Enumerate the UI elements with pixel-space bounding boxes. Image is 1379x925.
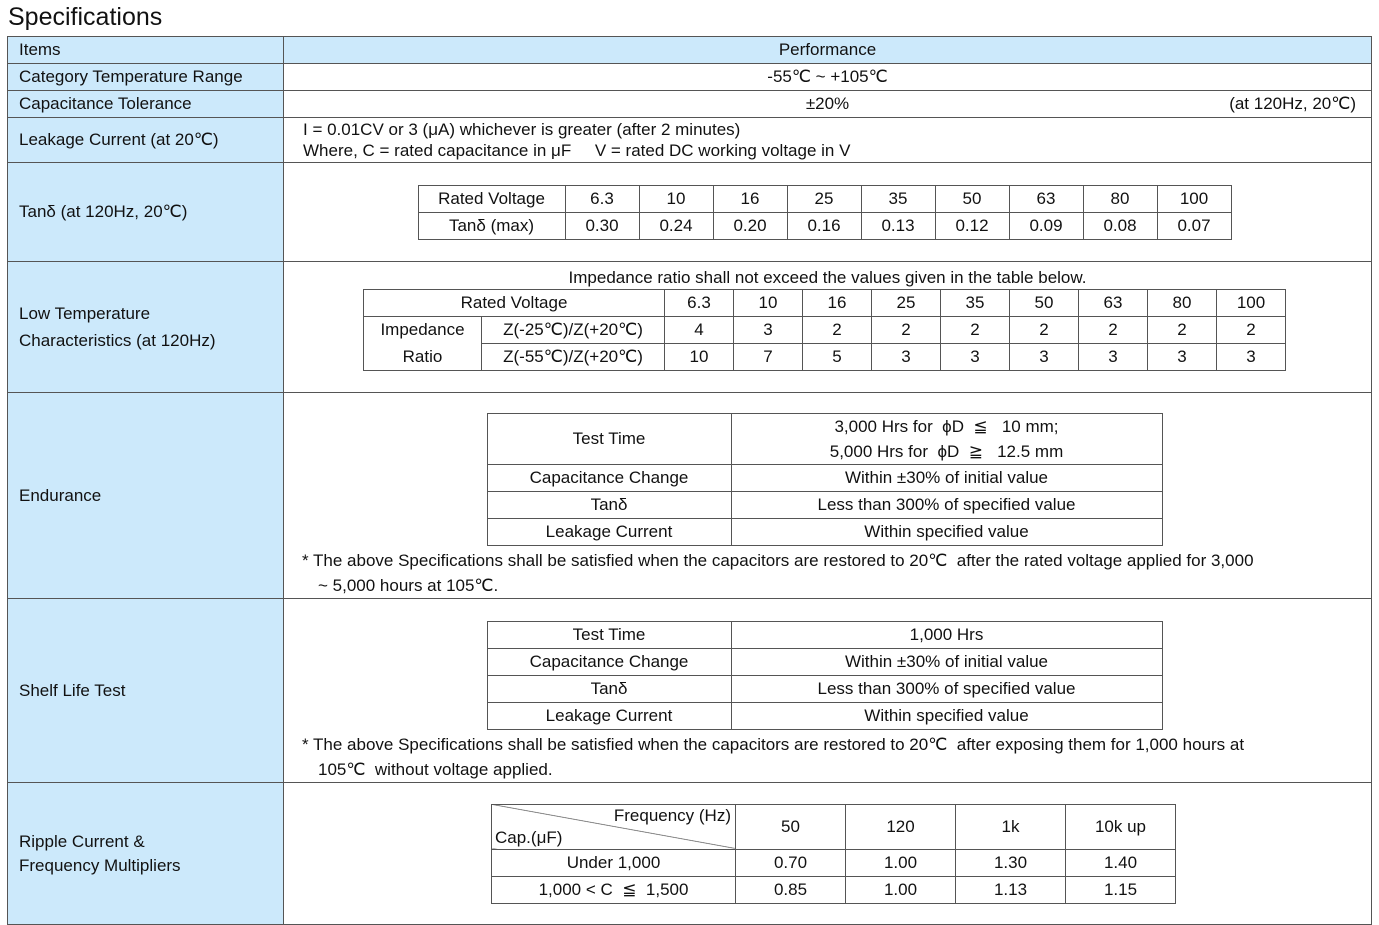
cap-tolerance-label: Capacitance Tolerance	[8, 91, 284, 118]
tan-value: 0.07	[1157, 212, 1231, 239]
low-temp-voltage: 16	[803, 290, 872, 317]
low-temp-voltage: 6.3	[665, 290, 734, 317]
low-temp-table	[363, 289, 1286, 371]
cap-tolerance-note: (at 120Hz, 20℃)	[1229, 94, 1356, 113]
endurance-test-time-value	[731, 414, 1162, 465]
tan-voltage: 10	[639, 185, 713, 212]
endurance-label: Endurance	[8, 393, 284, 599]
shelf-test-time-value: 1,000 Hrs	[731, 622, 1162, 649]
z-55-value: 3	[1010, 344, 1079, 371]
temp-range-value: -55℃ ~ +105℃	[284, 64, 1372, 91]
tan-value: 0.12	[935, 212, 1009, 239]
endurance-tan-label: Tanδ	[487, 492, 731, 519]
endurance-tan-value: Less than 300% of specified value	[731, 492, 1162, 519]
low-temp-voltage: 63	[1079, 290, 1148, 317]
shelf-leak-value: Within specified value	[731, 703, 1162, 730]
leakage-line-1: I = 0.01CV or 3 (μA) whichever is greater (after 2 minutes)	[303, 120, 741, 139]
shelf-note-line-2: 105℃ without voltage applied.	[318, 760, 553, 779]
tan-voltage: 80	[1083, 185, 1157, 212]
freq-header: 10k up	[1066, 804, 1176, 849]
ripple-row-1-value: 0.70	[736, 849, 846, 876]
shelf-tan-value: Less than 300% of specified value	[731, 676, 1162, 703]
low-temp-label-line-2: Characteristics (at 120Hz)	[19, 330, 216, 350]
z-25-value: 2	[941, 317, 1010, 344]
shelf-life-table	[487, 621, 1163, 730]
shelf-leak-label: Leakage Current	[487, 703, 731, 730]
ripple-cell	[284, 783, 1372, 925]
z-55-value: 7	[734, 344, 803, 371]
freq-header: 120	[846, 804, 956, 849]
low-temp-voltage-label: Rated Voltage	[364, 290, 665, 317]
tan-voltage: 6.3	[565, 185, 639, 212]
shelf-test-time-label: Test Time	[487, 622, 731, 649]
tan-value: 0.16	[787, 212, 861, 239]
tan-max-label: Tanδ (max)	[418, 212, 565, 239]
z-55-value: 3	[1079, 344, 1148, 371]
tan-value: 0.08	[1083, 212, 1157, 239]
endurance-leak-value: Within specified value	[731, 519, 1162, 546]
tan-voltage: 35	[861, 185, 935, 212]
endurance-cap-change-value: Within ±30% of initial value	[731, 465, 1162, 492]
ripple-label	[8, 783, 284, 925]
z-25-value: 3	[734, 317, 803, 344]
ripple-row-2-value: 0.85	[736, 876, 846, 903]
tan-voltage: 25	[787, 185, 861, 212]
endurance-note-line-2: ~ 5,000 hours at 105℃.	[318, 576, 499, 595]
shelf-note-line-1: * The above Specifications shall be satisfied when the capacitors are restored to 20℃ after exposing them for 1,000 hours at	[302, 735, 1245, 754]
ripple-row-2-label: 1,000 < C ≦ 1,500	[492, 876, 736, 903]
low-temp-cell	[284, 262, 1372, 393]
tan-label: Tanδ (at 120Hz, 20℃)	[8, 163, 284, 262]
z-55-value: 5	[803, 344, 872, 371]
ripple-row-2-value: 1.13	[956, 876, 1066, 903]
tan-value: 0.13	[861, 212, 935, 239]
shelf-tan-label: Tanδ	[487, 676, 731, 703]
cap-tolerance-cell	[284, 91, 1372, 118]
leakage-cell	[284, 118, 1372, 163]
header-performance: Performance	[284, 37, 1372, 64]
tan-value: 0.30	[565, 212, 639, 239]
ripple-row-1-label: Under 1,000	[492, 849, 736, 876]
impedance-label: Impedance	[364, 317, 482, 344]
endurance-note	[302, 548, 1371, 598]
z-25-label: Z(-25℃)/Z(+20℃)	[482, 317, 665, 344]
z-55-value: 3	[872, 344, 941, 371]
tan-table	[418, 185, 1232, 240]
header-items: Items	[8, 37, 284, 64]
z-25-value: 2	[1010, 317, 1079, 344]
shelf-note	[302, 732, 1371, 782]
z-25-value: 4	[665, 317, 734, 344]
leakage-line-2: Where, C = rated capacitance in μF V = rated DC working voltage in V	[303, 141, 851, 160]
tan-voltage: 100	[1157, 185, 1231, 212]
ripple-label-line-2: Frequency Multipliers	[19, 855, 181, 875]
leakage-label: Leakage Current (at 20℃)	[8, 118, 284, 163]
endurance-cap-change-label: Capacitance Change	[487, 465, 731, 492]
z-25-value: 2	[1217, 317, 1286, 344]
z-25-value: 2	[1079, 317, 1148, 344]
low-temp-voltage: 10	[734, 290, 803, 317]
shelf-life-cell	[284, 599, 1372, 783]
tan-cell	[284, 163, 1372, 262]
specifications-table	[7, 36, 1372, 925]
ripple-label-line-1: Ripple Current &	[19, 831, 145, 851]
z-25-value: 2	[1148, 317, 1217, 344]
tan-value: 0.24	[639, 212, 713, 239]
ripple-row-1-value: 1.30	[956, 849, 1066, 876]
endurance-cell	[284, 393, 1372, 599]
z-55-value: 3	[1148, 344, 1217, 371]
tan-voltage-label: Rated Voltage	[418, 185, 565, 212]
ripple-row-2-value: 1.00	[846, 876, 956, 903]
ripple-table	[491, 804, 1176, 904]
temp-range-label: Category Temperature Range	[8, 64, 284, 91]
frequency-label: Frequency (Hz)	[613, 805, 731, 825]
low-temp-intro: Impedance ratio shall not exceed the values given in the table below.	[568, 268, 1087, 287]
low-temp-voltage: 50	[1010, 290, 1079, 317]
endurance-leak-label: Leakage Current	[487, 519, 731, 546]
ripple-header-diagonal	[492, 804, 736, 849]
z-25-value: 2	[803, 317, 872, 344]
low-temp-label	[8, 262, 284, 393]
shelf-cap-change-label: Capacitance Change	[487, 649, 731, 676]
low-temp-label-line-1: Low Temperature	[19, 303, 151, 323]
low-temp-voltage: 35	[941, 290, 1010, 317]
low-temp-voltage: 100	[1217, 290, 1286, 317]
tan-value: 0.20	[713, 212, 787, 239]
low-temp-voltage: 80	[1148, 290, 1217, 317]
ripple-row-1-value: 1.00	[846, 849, 956, 876]
endurance-time-line-1: 3,000 Hrs for ϕD ≦ 10 mm;	[834, 417, 1059, 436]
z-55-value: 3	[1217, 344, 1286, 371]
shelf-cap-change-value: Within ±30% of initial value	[731, 649, 1162, 676]
endurance-table	[487, 413, 1163, 546]
z-55-value: 10	[665, 344, 734, 371]
low-temp-voltage: 25	[872, 290, 941, 317]
shelf-life-label: Shelf Life Test	[8, 599, 284, 783]
freq-header: 50	[736, 804, 846, 849]
endurance-test-time-label: Test Time	[487, 414, 731, 465]
freq-header: 1k	[956, 804, 1066, 849]
cap-tolerance-value: ±20%	[805, 94, 850, 113]
page-title: Specifications	[8, 3, 163, 31]
cap-label: Cap.(μF)	[495, 827, 563, 847]
ripple-row-1-value: 1.40	[1066, 849, 1176, 876]
tan-value: 0.09	[1009, 212, 1083, 239]
z-55-label: Z(-55℃)/Z(+20℃)	[482, 344, 665, 371]
tan-voltage: 16	[713, 185, 787, 212]
z-25-value: 2	[872, 317, 941, 344]
ripple-row-2-value: 1.15	[1066, 876, 1176, 903]
endurance-note-line-1: * The above Specifications shall be satisfied when the capacitors are restored to 20℃ after the rated voltage applied for 3,000	[302, 551, 1254, 570]
endurance-time-line-2: 5,000 Hrs for ϕD ≧ 12.5 mm	[829, 442, 1064, 461]
ratio-label: Ratio	[364, 344, 482, 371]
z-55-value: 3	[941, 344, 1010, 371]
tan-voltage: 50	[935, 185, 1009, 212]
tan-voltage: 63	[1009, 185, 1083, 212]
